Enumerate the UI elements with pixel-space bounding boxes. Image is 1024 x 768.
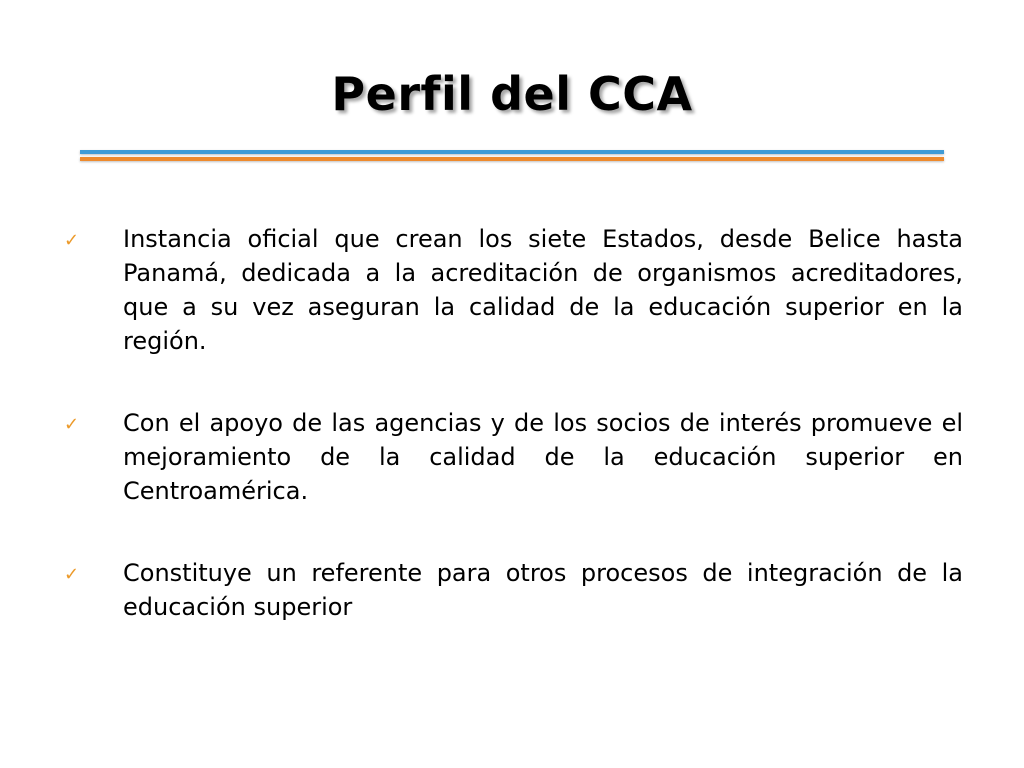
bullet-text: Instancia oficial que crean los siete Estados, desde Belice hasta Panamá, dedicada a la acreditación de organismos acreditadores, que a su vez aseguran la calidad de la educación superior en la región. xyxy=(123,225,963,355)
title-divider-orange xyxy=(80,157,944,161)
bullet-text: Constituye un referente para otros procesos de integración de la educación superior xyxy=(123,559,963,621)
slide-title: Perfil del CCA xyxy=(331,67,693,121)
checkmark-icon: ✓ xyxy=(64,230,80,251)
bullet-item xyxy=(0,406,1024,508)
checkmark-icon: ✓ xyxy=(64,564,80,585)
title-divider-blue xyxy=(80,150,944,154)
bullet-list xyxy=(0,222,1024,672)
bullet-text: Con el apoyo de las agencias y de los socios de interés promueve el mejoramiento de la calidad de la educación superior en Centroamérica. xyxy=(123,409,963,505)
bullet-item xyxy=(0,556,1024,624)
checkmark-icon: ✓ xyxy=(64,414,80,435)
bullet-item xyxy=(0,222,1024,358)
